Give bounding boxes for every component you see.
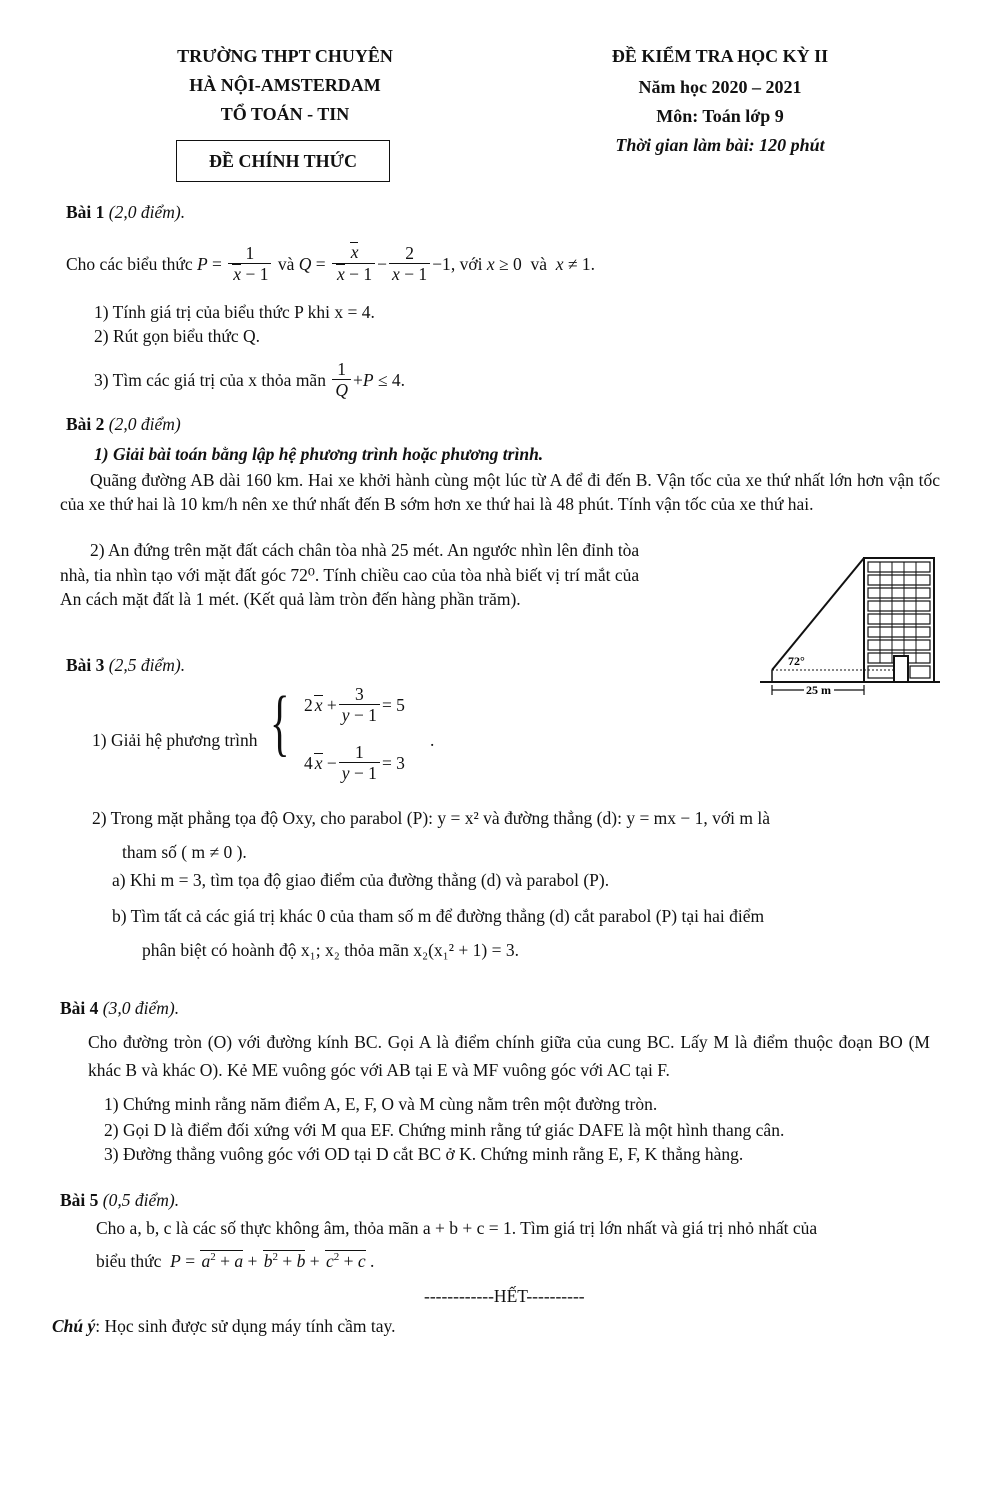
bai4-item2: 2) Gọi D là điểm đối xứng với M qua EF. Chứng minh rằng tứ giác DAFE là một hình thang cân.	[104, 1120, 785, 1140]
note-label: Chú ý	[52, 1316, 96, 1336]
bai1-expression: Cho các biểu thức P = $\frac{1}{x - 1}$ và Q = $\frac{x}{x - 1}$ − $\frac{2}{x - 1}$ −1 , với x ≥ 0 và x ≠ 1.	[66, 242, 595, 284]
bai4-item1: 1) Chứng minh rằng năm điểm A, E, F, O và M cùng nằm trên một đường tròn.	[104, 1094, 658, 1114]
school-year: Năm học 2020 – 2021	[638, 77, 802, 97]
bai3-item-b-line1: b) Tìm tất cả các giá trị khác 0 của tham số m để đường thẳng (d) cắt parabol (P) tại hai điểm	[112, 906, 765, 926]
bai4-intro: Cho đường tròn (O) với đường kính BC. Gọi A là điểm chính giữa của cung BC. Lấy M là điểm thuộc đoạn BO (M khác B và khác O). Kẻ ME vuông góc với AB tại E và MF vuông góc với AC tại F.	[88, 1032, 930, 1080]
bai2-heading: Bài 2 (2,0 điểm)	[66, 414, 181, 434]
bai3-item1-label: 1) Giải hệ phương trình	[92, 730, 258, 750]
subject: Môn: Toán lớp 9	[656, 106, 784, 126]
bai1-item1: 1) Tính giá trị của biểu thức P khi x = 4.	[94, 302, 375, 322]
sight-line	[772, 558, 864, 670]
equation-system: { 2 x + $\frac{3}{y - 1}$ = 5 4 x − $\frac{1}{y - 1}$ = 3 .	[269, 682, 435, 784]
bai2-item2-line3: An cách mặt đất là 1 mét. (Kết quả làm tròn đến hàng phần trăm).	[60, 589, 521, 609]
bai4-heading: Bài 4 (3,0 điểm).	[60, 998, 180, 1018]
building-figure	[760, 552, 940, 702]
bai5-heading: Bài 5 (0,5 điểm).	[60, 1190, 180, 1210]
bai2-item2-line2: nhà, tia nhìn tạo với mặt đất góc 72⁰. Tính chiều cao của tòa nhà biết vị trí mắt của	[60, 565, 640, 585]
bai4-item3: 3) Đường thẳng vuông góc với OD tại D cắt BC ở K. Chứng minh rằng E, F, K thẳng hàng.	[104, 1144, 744, 1164]
bai3-heading: Bài 3 (2,5 điểm).	[66, 655, 186, 675]
school-line2: HÀ NỘI-AMSTERDAM	[189, 75, 381, 95]
bai1-item3: 3) Tìm các giá trị của x thỏa mãn $\frac{1}{Q}$ + P ≤ 4.	[94, 358, 406, 400]
bai3-item-a: a) Khi m = 3, tìm tọa độ giao điểm của đường thẳng (d) và parabol (P).	[112, 870, 610, 890]
bai2-item1-heading: 1) Giải bài toán bằng lập hệ phương trình hoặc phương trình.	[94, 444, 544, 464]
building	[864, 558, 934, 682]
bai1-item2: 2) Rút gọn biểu thức Q.	[94, 326, 260, 346]
angle-label: 72°	[788, 654, 805, 668]
note-text: : Học sinh được sử dụng máy tính cầm tay.	[95, 1316, 396, 1336]
school-line1: TRƯỜNG THPT CHUYÊN	[177, 46, 393, 66]
bai2-item2-line1: 2) An đứng trên mặt đất cách chân tòa nhà 25 mét. An ngước nhìn lên đỉnh tòa	[90, 540, 640, 560]
exam-title: ĐỀ KIỂM TRA HỌC KỲ II	[611, 46, 829, 66]
bai3-item2-line2: tham số ( m ≠ 0 ).	[122, 842, 247, 862]
bai5-line1: Cho a, b, c là các số thực không âm, thỏa mãn a + b + c = 1. Tìm giá trị lớn nhất và giá trị nhỏ nhất của	[96, 1218, 818, 1238]
bai3-item-b-line2: phân biệt có hoành độ x₁; x₂ thỏa mãn x₂(x₁² + 1) = 3.	[142, 940, 519, 960]
distance-label: 25 m	[806, 683, 831, 697]
bai5-line2: biểu thức $P = a^2 + a + b^2 + b + c^2 + c$ .	[96, 1250, 375, 1271]
bai3-item2-line1: 2) Trong mặt phẳng tọa độ Oxy, cho parabol (P): y = x² và đường thẳng (d): y = mx − 1, với m là	[92, 808, 771, 828]
duration: Thời gian làm bài: 120 phút	[615, 135, 825, 155]
bai1-heading: Bài 1 (2,0 điểm).	[66, 202, 186, 222]
bai2-item1-text: Quãng đường AB dài 160 km. Hai xe khởi hành cùng một lúc từ A để đi đến B. Vận tốc của xe thứ nhất lớn hơn vận tốc của xe thứ hai là 10 km/h nên xe thứ nhất đến B sớm hơn xe thứ hai là 48 phút. Tính vận tốc của xe thứ hai.	[60, 470, 940, 514]
official-label: ĐỀ CHÍNH THỨC	[176, 140, 390, 182]
end-mark: ------------HẾT----------	[424, 1286, 585, 1306]
note	[52, 1316, 396, 1337]
department: TỔ TOÁN - TIN	[220, 104, 350, 124]
